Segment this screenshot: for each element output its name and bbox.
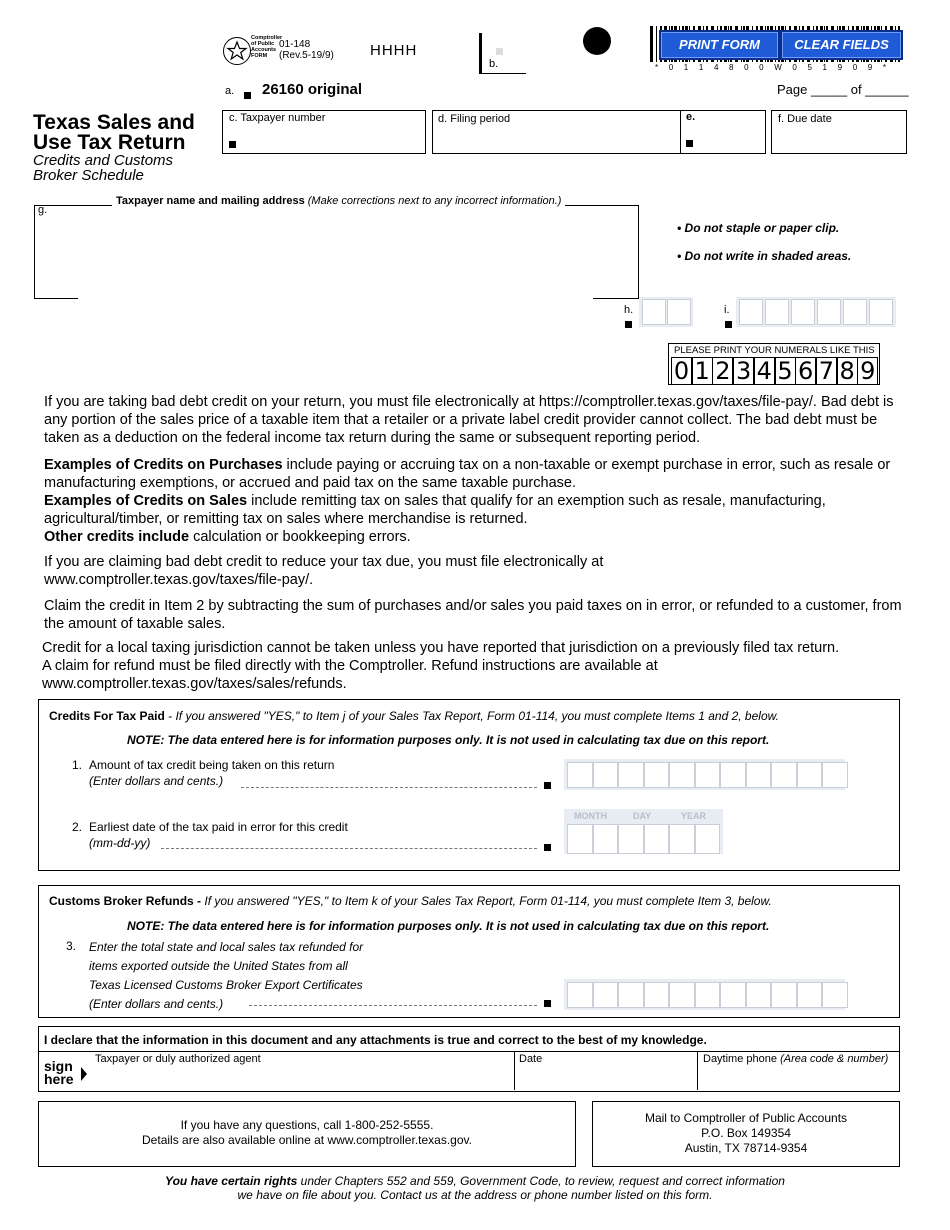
numeral-sample-digit: 2 (712, 357, 733, 385)
form-title: Texas Sales and Use Tax Return (33, 111, 195, 154)
entry-cell (822, 762, 848, 788)
claim-item2-paragraph: Claim the credit in Item 2 by subtracting the sum of purchases and/or sales you paid taxes on in error, or refunded to a customer, from the amount of taxable sales. (44, 598, 902, 632)
i-cell (765, 299, 789, 325)
form-number: 01-148 (Rev.5-19/9) (279, 39, 334, 61)
item2-leader (161, 848, 537, 849)
address-label: Taxpayer name and mailing address (Make corrections next to any incorrect information.) (112, 195, 565, 207)
h-label: h. (624, 304, 634, 316)
item1-marker (544, 782, 551, 789)
address-bracket-bottom-right (593, 298, 638, 299)
h-cell (642, 299, 666, 325)
staple-notice: • Do not staple or paper clip. (677, 221, 840, 235)
item2-date-field[interactable] (564, 809, 723, 854)
item1-number: 1. (72, 758, 83, 772)
entry-cell (567, 824, 593, 854)
date-field[interactable] (514, 1052, 698, 1090)
numerals-label: PLEASE PRINT YOUR NUMERALS LIKE THIS (674, 345, 875, 356)
month-label: MONTH (574, 811, 607, 821)
credits-note: NOTE: The data entered here is for information purposes only. It is not used in calculating tax due on this report. (127, 733, 770, 747)
phone-label: Daytime phone (Area code & number) (703, 1053, 889, 1065)
numeral-sample-digit: 7 (816, 357, 837, 385)
numeral-sample-digit: 1 (692, 357, 713, 385)
numeral-sample-digit: 0 (671, 357, 692, 385)
item1-leader (241, 787, 537, 788)
g-label: g. (38, 204, 48, 216)
numeral-sample-digit: 8 (837, 357, 858, 385)
entry-cell (695, 762, 721, 788)
item2-number: 2. (72, 820, 83, 834)
e-field-divider (680, 111, 681, 153)
return-id: 26160 original (262, 81, 363, 98)
clear-fields-button[interactable]: CLEAR FIELDS (780, 30, 903, 60)
other-credits: Other credits include calculation or bookkeeping errors. (44, 529, 411, 545)
h-cell (667, 299, 691, 325)
filing-period-label: d. Filing period (438, 113, 511, 125)
entry-cell (669, 982, 695, 1008)
purchases-example: Examples of Credits on Purchases include paying or accruing tax on a non-taxable or exempt purchase in error, such as resale or manufacturing exemptions, or accrued and paid tax on the same taxable purchase. (44, 457, 891, 491)
entry-cell (720, 762, 746, 788)
comptroller-seal-icon (223, 37, 251, 65)
rights-notice: You have certain rights under Chapters 552 and 559, Government Code, to review, request and correct information we have on file about you. Contact us at the address or phone number listed on this form. (165, 1174, 785, 1202)
barcode-bar (650, 26, 653, 62)
page-of[interactable]: Page _____ of ______ (777, 82, 909, 97)
h-field[interactable] (639, 297, 693, 327)
numeral-sample-digit: 3 (733, 357, 754, 385)
numeral-sample-digit: 5 (775, 357, 796, 385)
entry-cell (720, 982, 746, 1008)
local-jurisdiction-paragraph: Credit for a local taxing jurisdiction cannot be taken unless you have reported that jurisdiction on a previously filed tax return. A claim for refund must be filed directly with the Comptroller. Refund instructions are available at www.comptroller.texas.gov/taxes/sales/refunds. (42, 640, 840, 692)
entry-cell (618, 982, 644, 1008)
item2-marker (544, 844, 551, 851)
day-label: DAY (633, 811, 652, 821)
barcode-text: * 0 1 1 4 8 0 0 W 0 5 1 9 0 9 * (655, 63, 891, 72)
taxpayer-number-label: c. Taxpayer number (229, 112, 326, 124)
entry-cell (822, 982, 848, 1008)
numerals-sample (668, 343, 880, 385)
entry-cell (771, 982, 797, 1008)
b-shaded-mark (496, 48, 503, 55)
phone-field[interactable] (697, 1052, 899, 1090)
questions-box (38, 1101, 576, 1167)
address-bracket[interactable] (34, 205, 639, 299)
i-cell (843, 299, 867, 325)
entry-cell (593, 762, 619, 788)
item2-hint: (mm-dd-yy) (89, 836, 151, 850)
i-marker (725, 321, 732, 328)
entry-cell (746, 762, 772, 788)
customs-section (38, 885, 900, 1018)
form-code: HHHH (370, 42, 418, 59)
filing-period-field[interactable] (432, 110, 766, 154)
entry-cell (695, 824, 721, 854)
numeral-sample-digit: 6 (795, 357, 816, 385)
sign-arrow-icon (81, 1067, 87, 1081)
sign-here-label: sign here (44, 1058, 74, 1087)
form-subtitle: Credits and Customs Broker Schedule (33, 152, 174, 184)
entry-cell (618, 824, 644, 854)
entry-cell (746, 982, 772, 1008)
numeral-sample-digit: 9 (857, 357, 878, 385)
agency-name: Comptroller of Public Accounts FORM (251, 35, 283, 59)
due-date-field[interactable] (771, 110, 907, 154)
a-label: a. (225, 85, 235, 97)
print-form-button[interactable]: PRINT FORM (659, 30, 780, 60)
entry-cell (644, 762, 670, 788)
entry-cell (593, 824, 619, 854)
entry-cell (567, 762, 593, 788)
credits-section-title: Credits For Tax Paid - If you answered "YES," to Item j of your Sales Tax Report, Form 01-114, you must complete Items 1 and 2, below. (49, 709, 779, 723)
e-marker (686, 140, 693, 147)
agent-label: Taxpayer or duly authorized agent (95, 1053, 261, 1065)
taxpayer-number-field[interactable] (222, 110, 426, 154)
entry-cell (695, 982, 721, 1008)
i-cell (817, 299, 841, 325)
a-marker (244, 86, 251, 104)
i-cell (791, 299, 815, 325)
due-date-label: f. Due date (778, 113, 832, 125)
h-marker (625, 321, 632, 328)
entry-cell (644, 824, 670, 854)
sales-example: Examples of Credits on Sales include remitting tax on sales that qualify for an exemption such as resale, manufacturing, agricultural/timber, or remitting tax on sales where merchandise is returned. (44, 493, 826, 527)
customs-note: NOTE: The data entered here is for information purposes only. It is not used in calculating tax due on this report. (127, 919, 770, 933)
credits-examples (44, 456, 914, 546)
b-label: b. (489, 58, 499, 70)
item3-marker (544, 1000, 551, 1007)
item3-number: 3. (66, 939, 77, 953)
entry-cell (644, 982, 670, 1008)
entry-cell (771, 762, 797, 788)
entry-cell (567, 982, 593, 1008)
agent-signature-field[interactable] (91, 1052, 513, 1090)
claiming-bad-debt-paragraph: If you are claiming bad debt credit to reduce your tax due, you must file electronically at www.comptroller.texas.gov/taxes/file-pay/. (44, 554, 604, 588)
barcode-bar (656, 26, 657, 62)
item1-hint: (Enter dollars and cents.) (89, 774, 224, 788)
item1-amount-field[interactable] (564, 759, 845, 790)
item1-label: Amount of tax credit being taken on this return (89, 758, 335, 772)
i-cell (869, 299, 893, 325)
entry-cell (669, 824, 695, 854)
i-label: i. (724, 304, 730, 316)
mail-to-box (592, 1101, 900, 1167)
bad-debt-paragraph: If you are taking bad debt credit on your return, you must file electronically at https://comptroller.texas.gov/taxes/file-pay/. Bad debt is any portion of the sales price of a taxable item that a retailer or a private label credit provider cannot collect. The bad debt must be taken as a deduction on the federal income tax return during the same or subsequent reporting period. (44, 394, 894, 446)
declaration-text: I declare that the information in this document and any attachments is true and correct to the best of my knowledge. (44, 1033, 707, 1047)
questions-text: If you have any questions, call 1-800-252-5555. Details are also available online at www.comptroller.texas.gov. (142, 1118, 472, 1147)
item3-label: Enter the total state and local sales tax refunded for items exported outside the United States from all Texas Licensed Customs Broker Export Certificates (Enter dollars and cents.) (89, 940, 364, 1011)
item3-leader (249, 1005, 537, 1006)
declaration-section (38, 1026, 900, 1092)
item3-amount-field[interactable] (564, 979, 845, 1010)
field-marker (229, 141, 236, 148)
registration-dot (583, 27, 611, 55)
item2-label: Earliest date of the tax paid in error for this credit (89, 820, 348, 834)
numeral-sample-digit: 4 (754, 357, 775, 385)
date-label: Date (519, 1053, 543, 1065)
i-field[interactable] (736, 297, 896, 327)
entry-cell (669, 762, 695, 788)
address-bracket-bottom-left (34, 298, 78, 299)
shaded-notice: • Do not write in shaded areas. (677, 249, 852, 263)
entry-cell (593, 982, 619, 1008)
entry-cell (797, 982, 823, 1008)
entry-cell (797, 762, 823, 788)
i-cell (739, 299, 763, 325)
entry-cell (618, 762, 644, 788)
customs-section-title: Customs Broker Refunds - If you answered "YES," to Item k of your Sales Tax Report, Form 01-114, you must complete Item 3, below. (49, 894, 772, 908)
credits-section (38, 699, 900, 871)
e-label: e. (686, 111, 696, 123)
year-label: YEAR (681, 811, 707, 821)
mail-to-address: Mail to Comptroller of Public Accounts P.O. Box 149354 Austin, TX 78714-9354 (644, 1111, 848, 1155)
